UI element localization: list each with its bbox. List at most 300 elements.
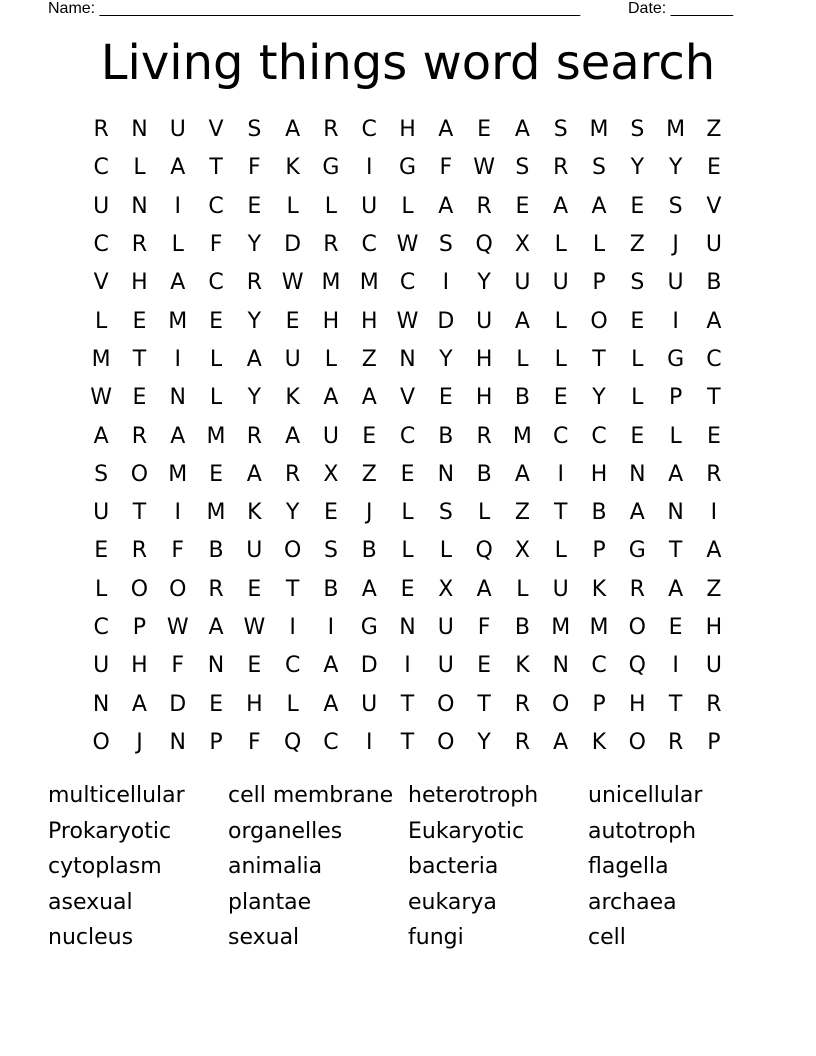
grid-letter: A bbox=[131, 691, 147, 717]
grid-letter: S bbox=[592, 155, 606, 181]
grid-letter: V bbox=[706, 193, 722, 219]
grid-letter: A bbox=[323, 385, 339, 411]
name-line: Name: ______________________________________________________ bbox=[48, 0, 581, 17]
word-bank-item: archaea bbox=[588, 889, 677, 915]
grid-letter: A bbox=[170, 423, 186, 449]
grid-letter: I bbox=[710, 500, 718, 526]
grid-letter: Y bbox=[285, 500, 300, 526]
letter-grid bbox=[82, 111, 733, 762]
word-bank-item: autotroph bbox=[588, 818, 697, 844]
grid-letter: E bbox=[247, 193, 262, 219]
grid-letter: F bbox=[209, 232, 223, 258]
grid-letter: L bbox=[324, 346, 338, 372]
grid-letter: E bbox=[400, 461, 415, 487]
grid-letter: N bbox=[552, 653, 569, 679]
grid-letter: F bbox=[439, 155, 453, 181]
grid-letter: A bbox=[246, 461, 262, 487]
grid-letter: L bbox=[401, 500, 414, 526]
grid-letter: L bbox=[286, 193, 299, 219]
grid-letter: O bbox=[437, 691, 455, 717]
grid-letter: Q bbox=[283, 729, 302, 755]
grid-letter: U bbox=[93, 500, 110, 526]
grid-letter: N bbox=[169, 729, 186, 755]
grid-letter: H bbox=[246, 691, 263, 717]
grid-letter: K bbox=[285, 155, 300, 181]
grid-letter: L bbox=[133, 155, 146, 181]
word-bank-item: eukarya bbox=[408, 889, 497, 915]
grid-letter: E bbox=[132, 308, 147, 334]
grid-letter: B bbox=[591, 500, 607, 526]
grid-letter: A bbox=[668, 461, 684, 487]
grid-letter: A bbox=[323, 691, 339, 717]
grid-letter: I bbox=[442, 270, 450, 296]
word-bank-item: asexual bbox=[48, 889, 133, 915]
grid-letter: E bbox=[515, 193, 530, 219]
grid-letter: A bbox=[285, 117, 301, 143]
grid-letter: E bbox=[209, 308, 223, 334]
grid-letter: U bbox=[552, 270, 569, 296]
grid-letter: S bbox=[668, 193, 683, 219]
grid-letter: T bbox=[400, 729, 415, 755]
grid-letter: Z bbox=[361, 461, 377, 487]
grid-letter: L bbox=[631, 385, 644, 411]
grid-letter: G bbox=[322, 155, 340, 181]
grid-letter: L bbox=[516, 576, 529, 602]
grid-letter: X bbox=[323, 461, 339, 487]
grid-letter: S bbox=[630, 117, 645, 143]
grid-letter: E bbox=[706, 155, 721, 181]
grid-letter: A bbox=[591, 193, 607, 219]
grid-letter: L bbox=[439, 538, 452, 564]
grid-letter: L bbox=[324, 193, 338, 219]
grid-letter: Y bbox=[630, 155, 645, 181]
grid-letter: H bbox=[360, 308, 378, 334]
word-bank-item: cytoplasm bbox=[48, 854, 162, 880]
grid-letter: X bbox=[514, 232, 530, 258]
grid-letter: M bbox=[168, 461, 188, 487]
word-bank-item: organelles bbox=[228, 818, 343, 844]
grid-letter: R bbox=[131, 538, 148, 564]
grid-letter: I bbox=[174, 346, 181, 372]
grid-letter: Q bbox=[628, 653, 646, 679]
grid-letter: E bbox=[477, 653, 492, 679]
grid-letter: T bbox=[209, 155, 223, 181]
grid-letter: T bbox=[400, 691, 415, 717]
grid-letter: A bbox=[93, 423, 109, 449]
grid-letter: M bbox=[168, 308, 188, 334]
grid-letter: R bbox=[323, 117, 339, 143]
grid-letter: T bbox=[285, 576, 300, 602]
grid-letter: O bbox=[437, 729, 455, 755]
grid-letter: J bbox=[365, 500, 373, 526]
grid-letter: O bbox=[169, 576, 187, 602]
grid-letter: U bbox=[437, 615, 454, 640]
grid-letter: C bbox=[361, 232, 377, 258]
page-title: Living things word search bbox=[100, 35, 716, 91]
grid-letter: U bbox=[476, 308, 493, 334]
grid-letter: H bbox=[131, 270, 148, 296]
grid-letter: A bbox=[246, 346, 262, 372]
grid-letter: M bbox=[512, 423, 532, 449]
grid-letter: H bbox=[475, 385, 493, 411]
grid-letter: L bbox=[286, 691, 299, 717]
grid-letter: L bbox=[209, 385, 223, 411]
grid-letter: H bbox=[475, 346, 493, 372]
grid-letter: K bbox=[591, 576, 607, 602]
grid-letter: N bbox=[629, 461, 646, 487]
grid-letter: Y bbox=[592, 385, 606, 411]
grid-letter: M bbox=[206, 500, 226, 526]
grid-letter: M bbox=[666, 117, 686, 143]
grid-letter: N bbox=[437, 461, 455, 487]
grid-letter: G bbox=[628, 538, 646, 564]
grid-letter: M bbox=[589, 615, 609, 640]
grid-letter: X bbox=[438, 576, 454, 602]
grid-letter: E bbox=[362, 423, 377, 449]
grid-letter: N bbox=[169, 385, 186, 411]
grid-letter: I bbox=[672, 653, 679, 679]
grid-letter: C bbox=[93, 155, 109, 181]
grid-letter: O bbox=[628, 729, 646, 755]
grid-letter: E bbox=[630, 193, 645, 219]
grid-letter: V bbox=[93, 270, 109, 296]
grid-letter: M bbox=[589, 117, 609, 143]
grid-letter: E bbox=[630, 423, 645, 449]
grid-letter: L bbox=[171, 232, 184, 258]
grid-letter: H bbox=[131, 653, 148, 679]
grid-letter: P bbox=[707, 729, 721, 755]
grid-letter: B bbox=[706, 270, 722, 296]
grid-letter: A bbox=[553, 729, 569, 755]
grid-letter: O bbox=[628, 615, 646, 640]
grid-letter: S bbox=[323, 538, 338, 564]
grid-letter: C bbox=[284, 653, 301, 679]
grid-letter: E bbox=[94, 538, 109, 564]
grid-letter: F bbox=[171, 538, 185, 564]
grid-letter: E bbox=[209, 461, 223, 487]
grid-letter: E bbox=[477, 117, 492, 143]
grid-letter: J bbox=[136, 729, 143, 755]
grid-letter: M bbox=[321, 270, 341, 296]
grid-letter: R bbox=[476, 193, 492, 219]
word-bank-item: cell membrane bbox=[228, 783, 394, 808]
grid-letter: Y bbox=[247, 232, 262, 258]
grid-letter: E bbox=[247, 576, 262, 602]
grid-letter: Z bbox=[706, 576, 722, 602]
grid-letter: H bbox=[399, 117, 416, 143]
grid-letter: S bbox=[515, 155, 530, 181]
grid-letter: B bbox=[323, 576, 339, 602]
grid-letter: K bbox=[247, 500, 262, 526]
grid-letter: H bbox=[322, 308, 340, 334]
grid-letter: G bbox=[667, 346, 685, 372]
grid-letter: E bbox=[630, 308, 645, 334]
grid-letter: E bbox=[706, 423, 721, 449]
grid-letter: T bbox=[553, 500, 568, 526]
grid-letter: L bbox=[554, 308, 567, 334]
grid-letter: U bbox=[93, 653, 110, 679]
grid-letter: U bbox=[322, 423, 339, 449]
grid-letter: O bbox=[130, 576, 149, 602]
grid-letter: L bbox=[209, 346, 223, 372]
grid-letter: I bbox=[327, 615, 335, 640]
grid-letter: I bbox=[365, 155, 373, 181]
grid-letter: P bbox=[592, 538, 606, 564]
grid-letter: I bbox=[174, 193, 181, 219]
grid-letter: C bbox=[399, 270, 416, 296]
grid-letter: R bbox=[476, 423, 492, 449]
grid-letter: B bbox=[361, 538, 377, 564]
grid-letter: E bbox=[285, 308, 300, 334]
grid-letter: C bbox=[93, 232, 109, 258]
grid-letter: T bbox=[668, 538, 683, 564]
grid-letter: U bbox=[169, 117, 186, 143]
grid-letter: B bbox=[514, 615, 530, 640]
grid-letter: Q bbox=[475, 538, 493, 564]
grid-letter: K bbox=[515, 653, 530, 679]
grid-letter: R bbox=[706, 691, 722, 717]
grid-letter: M bbox=[551, 615, 571, 640]
grid-letter: T bbox=[132, 346, 147, 372]
grid-letter: U bbox=[361, 193, 378, 219]
grid-letter: P bbox=[592, 691, 606, 717]
grid-letter: T bbox=[477, 691, 491, 717]
grid-letter: L bbox=[516, 346, 529, 372]
grid-letter: D bbox=[437, 308, 455, 334]
grid-letter: N bbox=[131, 193, 148, 219]
grid-letter: R bbox=[93, 117, 109, 143]
grid-letter: R bbox=[514, 691, 531, 717]
grid-letter: N bbox=[667, 500, 684, 526]
grid-letter: C bbox=[399, 423, 416, 449]
grid-letter: M bbox=[91, 346, 111, 372]
grid-letter: O bbox=[552, 691, 570, 717]
grid-letter: E bbox=[132, 385, 147, 411]
grid-letter: F bbox=[248, 155, 261, 181]
grid-letter: Y bbox=[247, 385, 262, 411]
grid-letter: C bbox=[591, 423, 607, 449]
grid-letter: L bbox=[669, 423, 682, 449]
grid-letter: N bbox=[92, 691, 110, 717]
grid-letter: I bbox=[404, 653, 411, 679]
grid-letter: L bbox=[631, 346, 644, 372]
grid-letter: F bbox=[477, 615, 491, 640]
grid-letter: U bbox=[246, 538, 263, 564]
grid-letter: E bbox=[323, 500, 338, 526]
grid-letter: U bbox=[361, 691, 378, 717]
grid-letter: Y bbox=[439, 346, 453, 372]
grid-letter: S bbox=[247, 117, 262, 143]
grid-letter: S bbox=[438, 232, 453, 258]
grid-letter: T bbox=[592, 346, 606, 372]
grid-letter: F bbox=[171, 653, 185, 679]
grid-letter: A bbox=[476, 576, 492, 602]
grid-letter: A bbox=[438, 193, 454, 219]
grid-letter: W bbox=[243, 615, 266, 640]
grid-letter: W bbox=[281, 270, 304, 296]
grid-letter: R bbox=[284, 461, 301, 487]
word-bank-item: Prokaryotic bbox=[48, 818, 172, 844]
grid-letter: L bbox=[401, 193, 414, 219]
grid-letter: C bbox=[208, 270, 224, 296]
grid-letter: I bbox=[557, 461, 564, 487]
grid-letter: T bbox=[132, 500, 147, 526]
grid-letter: N bbox=[131, 117, 148, 143]
grid-letter: Y bbox=[247, 308, 262, 334]
word-bank-item: bacteria bbox=[408, 854, 499, 880]
grid-letter: O bbox=[130, 461, 149, 487]
grid-letter: P bbox=[209, 729, 223, 755]
grid-letter: N bbox=[399, 615, 416, 640]
grid-letter: I bbox=[672, 308, 679, 334]
grid-letter: E bbox=[668, 615, 683, 640]
grid-letter: R bbox=[553, 155, 569, 181]
word-bank-item: sexual bbox=[228, 925, 300, 951]
grid-letter: A bbox=[323, 653, 339, 679]
word-bank-item: flagella bbox=[588, 854, 669, 880]
grid-letter: R bbox=[629, 576, 645, 602]
grid-letter: J bbox=[672, 232, 679, 258]
grid-letter: Q bbox=[475, 232, 493, 258]
grid-letter: O bbox=[92, 729, 110, 755]
grid-letter: E bbox=[400, 576, 415, 602]
grid-letter: D bbox=[284, 232, 302, 258]
grid-letter: L bbox=[401, 538, 414, 564]
grid-letter: L bbox=[95, 576, 108, 602]
grid-letter: T bbox=[668, 691, 683, 717]
grid-letter: R bbox=[246, 423, 262, 449]
grid-letter: C bbox=[361, 117, 377, 143]
grid-letter: A bbox=[553, 193, 569, 219]
grid-letter: A bbox=[208, 615, 224, 640]
grid-letter: E bbox=[247, 653, 262, 679]
grid-letter: Z bbox=[629, 232, 645, 258]
grid-letter: U bbox=[552, 576, 569, 602]
grid-letter: I bbox=[365, 729, 373, 755]
grid-letter: O bbox=[590, 308, 608, 334]
grid-letter: G bbox=[398, 155, 417, 181]
grid-letter: Z bbox=[361, 346, 377, 372]
word-bank-item: unicellular bbox=[588, 783, 703, 808]
grid-letter: W bbox=[396, 232, 419, 258]
grid-letter: T bbox=[707, 385, 721, 411]
grid-letter: V bbox=[208, 117, 224, 143]
grid-letter: A bbox=[514, 117, 530, 143]
grid-letter: P bbox=[668, 385, 683, 411]
grid-letter: B bbox=[208, 538, 224, 564]
grid-letter: A bbox=[514, 461, 530, 487]
grid-letter: W bbox=[166, 615, 189, 640]
word-bank-item: Eukaryotic bbox=[408, 818, 525, 844]
grid-letter: M bbox=[359, 270, 379, 296]
grid-letter: C bbox=[93, 615, 109, 640]
grid-letter: K bbox=[285, 385, 300, 411]
grid-letter: Y bbox=[477, 729, 491, 755]
grid-letter: E bbox=[209, 691, 223, 717]
grid-letter: R bbox=[131, 423, 148, 449]
grid-letter: A bbox=[706, 538, 722, 564]
grid-letter: Z bbox=[706, 117, 722, 143]
grid-letter: A bbox=[668, 576, 684, 602]
grid-letter: A bbox=[170, 155, 186, 181]
grid-letter: L bbox=[554, 232, 567, 258]
grid-letter: H bbox=[629, 691, 646, 717]
grid-letter: L bbox=[554, 538, 567, 564]
grid-letter: D bbox=[169, 691, 187, 717]
grid-letter: R bbox=[323, 232, 339, 258]
grid-letter: U bbox=[514, 270, 531, 296]
grid-letter: U bbox=[437, 653, 454, 679]
grid-letter: C bbox=[208, 193, 224, 219]
grid-letter: F bbox=[248, 729, 261, 755]
grid-letter: B bbox=[438, 423, 454, 449]
grid-letter: C bbox=[323, 729, 339, 755]
grid-letter: R bbox=[208, 576, 224, 602]
grid-letter: S bbox=[630, 270, 645, 296]
word-bank-item: plantae bbox=[228, 889, 312, 915]
grid-letter: W bbox=[473, 155, 495, 181]
grid-letter: L bbox=[477, 500, 491, 526]
grid-letter: N bbox=[207, 653, 225, 679]
grid-letter: E bbox=[553, 385, 568, 411]
grid-letter: A bbox=[629, 500, 645, 526]
grid-letter: D bbox=[360, 653, 378, 679]
word-bank-item: fungi bbox=[408, 925, 464, 951]
grid-letter: U bbox=[705, 232, 722, 258]
grid-letter: R bbox=[706, 461, 722, 487]
word-bank-item: cell bbox=[588, 925, 626, 951]
grid-letter: P bbox=[592, 270, 606, 296]
grid-letter: W bbox=[90, 385, 113, 411]
grid-letter: R bbox=[246, 270, 262, 296]
grid-letter: K bbox=[591, 729, 607, 755]
grid-letter: L bbox=[554, 346, 567, 372]
grid-letter: S bbox=[94, 461, 109, 487]
word-bank bbox=[48, 779, 768, 957]
grid-letter: Z bbox=[514, 500, 530, 526]
grid-letter: O bbox=[283, 538, 302, 564]
grid-letter: H bbox=[705, 615, 723, 640]
grid-letter: R bbox=[514, 729, 531, 755]
word-bank-item: nucleus bbox=[48, 925, 134, 951]
grid-letter: A bbox=[285, 423, 301, 449]
grid-letter: A bbox=[438, 117, 454, 143]
grid-letter: U bbox=[93, 193, 110, 219]
grid-letter: C bbox=[553, 423, 569, 449]
word-bank-item: multicellular bbox=[48, 783, 185, 808]
grid-letter: A bbox=[361, 385, 377, 411]
grid-letter: I bbox=[174, 500, 181, 526]
grid-letter: L bbox=[592, 232, 606, 258]
grid-letter: C bbox=[706, 346, 722, 372]
grid-letter: I bbox=[289, 615, 296, 640]
grid-letter: S bbox=[553, 117, 568, 143]
grid-letter: U bbox=[705, 653, 722, 679]
grid-letter: G bbox=[360, 615, 378, 640]
grid-letter: X bbox=[514, 538, 530, 564]
grid-letter: Y bbox=[668, 155, 683, 181]
grid-letter: R bbox=[131, 232, 148, 258]
grid-letter: U bbox=[667, 270, 684, 296]
grid-letter: R bbox=[667, 729, 684, 755]
grid-letter: B bbox=[514, 385, 530, 411]
grid-letter: N bbox=[399, 346, 416, 372]
grid-letter: A bbox=[514, 308, 530, 334]
grid-letter: M bbox=[206, 423, 226, 449]
date-line: Date: _______ bbox=[628, 0, 733, 17]
grid-letter: Y bbox=[477, 270, 491, 296]
word-bank-item: animalia bbox=[228, 854, 323, 880]
